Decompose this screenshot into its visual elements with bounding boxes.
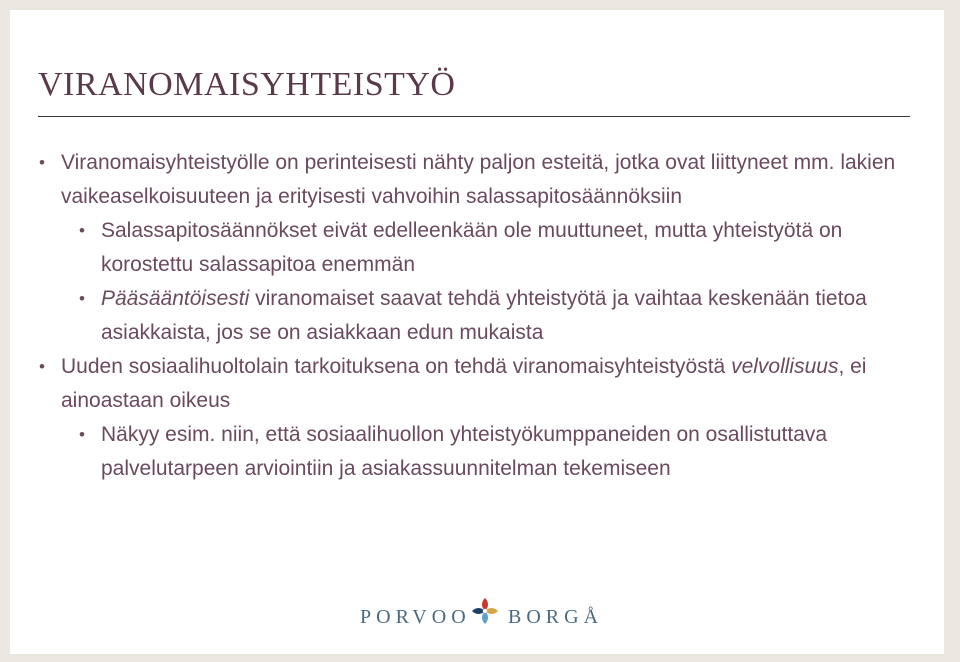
bullet-icon: •	[79, 289, 85, 308]
item-text-italic: Pääsääntöisesti	[101, 287, 250, 310]
bullet-icon: •	[79, 425, 85, 444]
porvoo-borga-logo	[360, 592, 610, 632]
city-emblem-icon	[468, 594, 502, 628]
slide	[10, 10, 944, 654]
slide-title: VIRANOMAISYHTEISTYÖ	[38, 66, 456, 103]
list-item	[38, 418, 898, 486]
title-divider	[38, 116, 910, 117]
bullet-list	[38, 146, 898, 486]
item-text-italic: velvollisuus	[731, 355, 839, 378]
item-text: , ei ainoastaan oikeus	[61, 355, 867, 412]
list-item	[38, 282, 898, 350]
item-text: Uuden sosiaalihuoltolain tarkoituksena on tehdä viranomaisyhteistyöstä	[61, 355, 732, 378]
list-item	[38, 146, 898, 214]
list-item	[38, 214, 898, 282]
item-text: Viranomaisyhteistyölle on perinteisesti nähty paljon esteitä, jotka ovat liittyneet mm. lakien vaikeaselkoisuuteen ja erityisesti vahvoihin salassapitosäännöksiin	[61, 151, 896, 208]
bullet-icon: •	[79, 221, 85, 240]
logo-word-porvoo: PORVOO	[360, 606, 471, 628]
item-text: Salassapitosäännökset eivät edelleenkään ole muuttuneet, mutta yhteistyötä on korostettu salassapitoa enemmän	[101, 219, 843, 276]
item-text: viranomaiset saavat tehdä yhteistyötä ja vaihtaa keskenään tietoa asiakkaista, jos se on asiakkaan edun mukaista	[101, 287, 867, 344]
emblem-center	[483, 609, 487, 613]
item-text: Näkyy esim. niin, että sosiaalihuollon yhteistyökumppaneiden on osallistuttava palvelutarpeen arviointiin ja asiakassuunnitelman tekemiseen	[101, 423, 828, 480]
bullet-icon: •	[39, 153, 45, 172]
bullet-icon: •	[39, 357, 45, 376]
logo-word-borga: BORGÅ	[508, 606, 604, 628]
list-item	[38, 350, 898, 418]
